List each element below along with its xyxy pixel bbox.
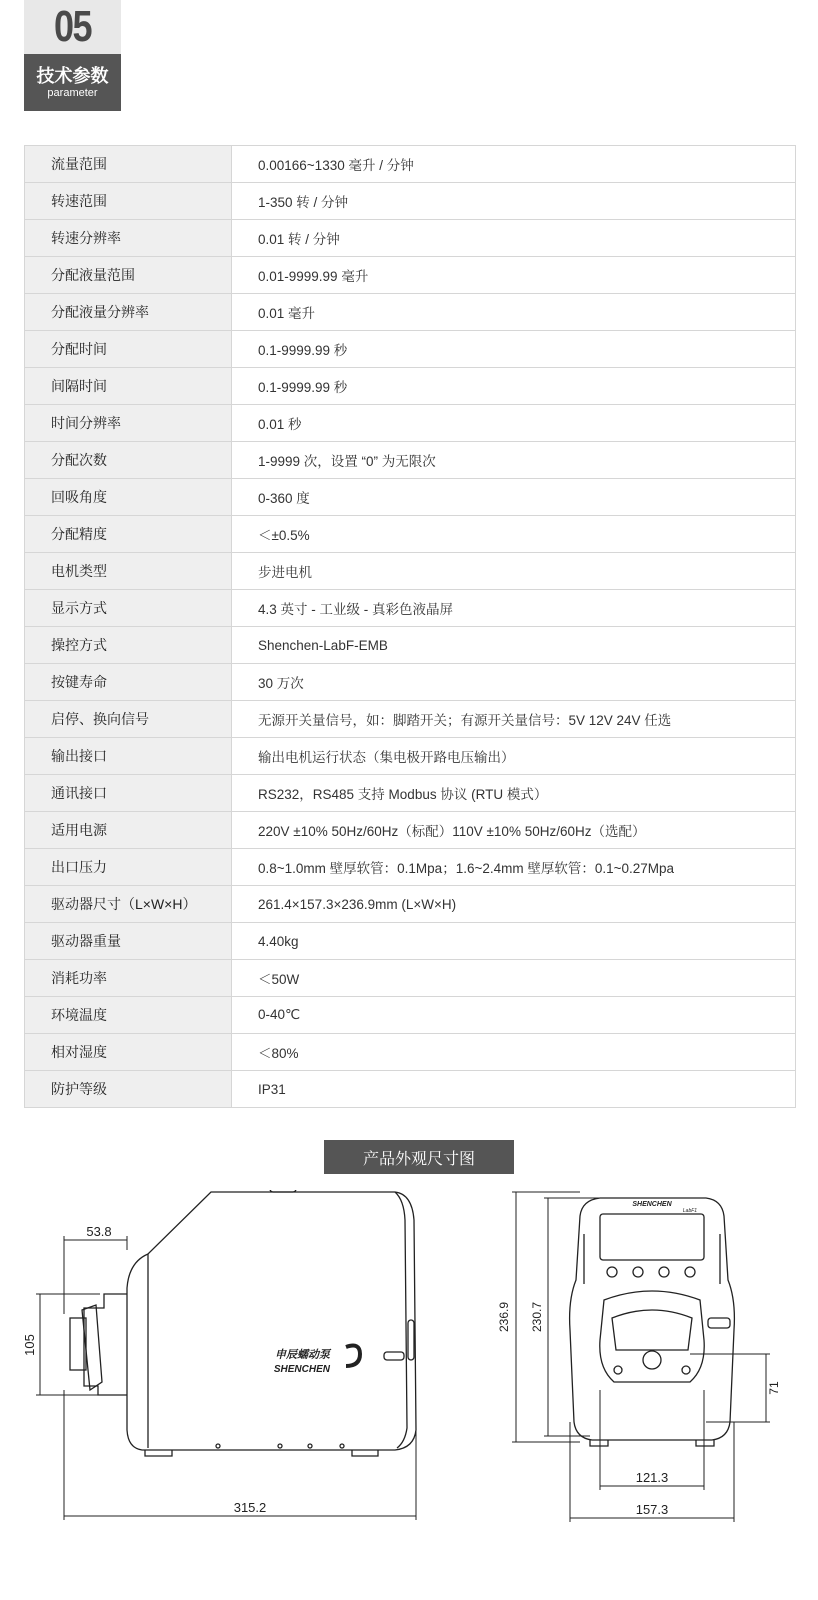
bottom-hole [278,1444,282,1448]
spec-row [25,886,796,923]
spec-value: ＜50W [232,960,796,997]
spec-row [25,590,796,627]
spec-row [25,775,796,812]
spec-label: 环境温度 [25,997,232,1034]
rear-panel-line [395,1192,407,1448]
spec-value: 0.8~1.0mm 壁厚软管：0.1Mpa；1.6~2.4mm 壁厚软管：0.1~0.27Mpa [232,849,796,886]
spec-value: Shenchen-LabF-EMB [232,627,796,664]
side-logo-en: SHENCHEN [273,1364,330,1375]
side-dim-top: 53.8 [86,1224,112,1239]
side-dim-bottom: 315.2 [233,1500,267,1515]
side-dimension-lines [36,1236,416,1520]
spec-label: 分配精度 [25,516,232,553]
spec-value: 0.01 毫升 [232,294,796,331]
spec-value: 0.01 转 / 分钟 [232,220,796,257]
spec-row [25,701,796,738]
pump-head-front [600,1291,704,1382]
dimension-drawing [0,1190,818,1600]
spec-value: 4.3 英寸 - 工业级 - 真彩色液晶屏 [232,590,796,627]
spec-row [25,405,796,442]
spec-row [25,849,796,886]
front-dim-inner-width: 121.3 [635,1470,669,1485]
bottom-hole [340,1444,344,1448]
section-subtitle: parameter [47,87,98,99]
spec-label: 时间分辨率 [25,405,232,442]
button-icon [685,1267,695,1277]
spec-value: 1-9999 次，设置 “0” 为无限次 [232,442,796,479]
spec-row [25,368,796,405]
pump-body-outline [127,1192,416,1450]
front-side-lines [584,1234,720,1284]
spec-value: 步进电机 [232,553,796,590]
spec-row [25,1071,796,1108]
spec-label: 操控方式 [25,627,232,664]
spec-label: 启停、换向信号 [25,701,232,738]
spec-row [25,220,796,257]
spec-row [25,960,796,997]
pump-head-outline [84,1294,127,1395]
side-logo-icon [346,1346,360,1366]
front-dim-outer-width: 157.3 [635,1502,669,1517]
spec-row [25,812,796,849]
spec-row [25,479,796,516]
front-dim-outer-height: 236.9 [497,1301,511,1333]
spec-label: 分配次数 [25,442,232,479]
spec-row [25,183,796,220]
spec-row [25,923,796,960]
spec-label: 出口压力 [25,849,232,886]
spec-label: 回吸角度 [25,479,232,516]
spec-label: 适用电源 [25,812,232,849]
spec-value: 0.00166~1330 毫升 / 分钟 [232,146,796,183]
spec-label: 分配液量分辨率 [25,294,232,331]
front-feet [590,1440,714,1446]
spec-value: 261.4×157.3×236.9mm (L×W×H) [232,886,796,923]
spec-label: 流量范围 [25,146,232,183]
spec-row [25,257,796,294]
spec-row [25,664,796,701]
front-dim-inner-height: 230.7 [530,1301,544,1333]
spec-value: 4.40kg [232,923,796,960]
dimension-title: 产品外观尺寸图 [324,1140,514,1174]
screw-icon [682,1366,690,1374]
pump-feet [145,1450,378,1456]
spec-label: 转速范围 [25,183,232,220]
spec-row [25,331,796,368]
spec-table-body [25,146,796,1108]
spec-label: 输出接口 [25,738,232,775]
spec-value: 0.1-9999.99 秒 [232,331,796,368]
spec-label: 相对湿度 [25,1034,232,1071]
spec-row [25,738,796,775]
spec-label: 显示方式 [25,590,232,627]
spec-label: 转速分辨率 [25,220,232,257]
side-connector [384,1352,404,1360]
spec-label: 通讯接口 [25,775,232,812]
spec-value: 0.01 秒 [232,405,796,442]
spec-label: 驱动器尺寸（L×W×H） [25,886,232,923]
spec-table [24,145,796,1108]
spec-value: 无源开关量信号，如：脚踏开关；有源开关量信号：5V 12V 24V 任选 [232,701,796,738]
front-dim-right: 71 [767,1381,781,1395]
front-brand: SHENCHEN [632,1201,672,1208]
spec-value: 0-360 度 [232,479,796,516]
spec-value: 0.01-9999.99 毫升 [232,257,796,294]
side-logo-cn: 申辰蠕动泵 [275,1349,330,1361]
section-badge [24,0,121,111]
spec-row [25,294,796,331]
spec-value: 0-40℃ [232,997,796,1034]
front-view [570,1198,735,1446]
spec-value: ＜80% [232,1034,796,1071]
rear-vent [408,1320,414,1360]
spec-value: 220V ±10% 50Hz/60Hz（标配）110V ±10% 50Hz/60Hz（选配） [232,812,796,849]
spec-label: 分配液量范围 [25,257,232,294]
top-knob [270,1190,296,1192]
section-title-box [24,54,121,111]
spec-label: 按键寿命 [25,664,232,701]
front-model: LabF1 [682,1208,698,1214]
spec-row [25,516,796,553]
spec-row [25,627,796,664]
side-dim-left: 105 [22,1334,37,1356]
front-body-outline [570,1198,735,1440]
spec-row [25,1034,796,1071]
side-view [70,1190,416,1456]
button-icon [659,1267,669,1277]
spec-value: 输出电机运行状态（集电极开路电压输出） [232,738,796,775]
front-screen [600,1214,704,1260]
spec-label: 电机类型 [25,553,232,590]
spec-label: 消耗功率 [25,960,232,997]
spec-value: 0.1-9999.99 秒 [232,368,796,405]
pump-head-cover-front [612,1310,692,1350]
front-connector [708,1318,730,1328]
bottom-hole [216,1444,220,1448]
spec-value: 30 万次 [232,664,796,701]
spec-row [25,553,796,590]
spec-label: 间隔时间 [25,368,232,405]
spec-label: 防护等级 [25,1071,232,1108]
spec-label: 分配时间 [25,331,232,368]
spec-label: 驱动器重量 [25,923,232,960]
section-title: 技术参数 [36,66,109,86]
spec-row [25,146,796,183]
screw-icon [614,1366,622,1374]
spec-value: IP31 [232,1071,796,1108]
rotor-center-icon [643,1351,661,1369]
button-icon [633,1267,643,1277]
spec-value: 1-350 转 / 分钟 [232,183,796,220]
spec-value: RS232，RS485 支持 Modbus 协议 (RTU 模式） [232,775,796,812]
section-number: 05 [54,2,91,51]
spec-value: ＜±0.5% [232,516,796,553]
spec-row [25,442,796,479]
button-icon [607,1267,617,1277]
bottom-hole [308,1444,312,1448]
spec-row [25,997,796,1034]
section-number-box [24,0,121,54]
